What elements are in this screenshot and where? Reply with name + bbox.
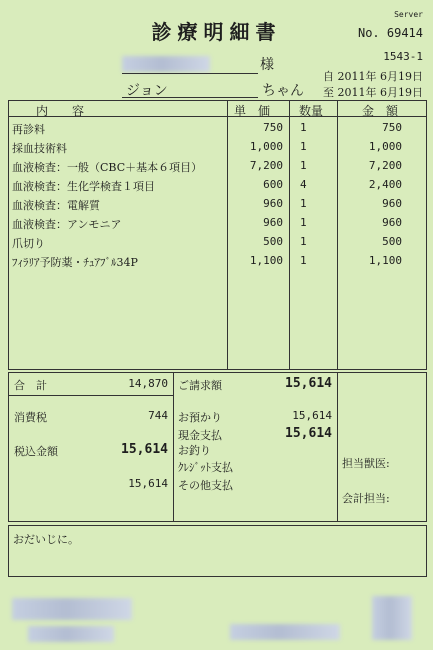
pet-name: ジョン (126, 83, 168, 99)
item-qty: 1 (300, 159, 307, 172)
pet-suffix: ちゃん (262, 83, 304, 99)
item-unit-price: 1,000 (249, 140, 283, 153)
item-unit-price: 600 (263, 178, 283, 191)
item-name: 血液検査：アンモニア (12, 218, 122, 231)
period-to: 至 2011年 6月19日 (323, 86, 423, 99)
other-label: その他支払 (178, 479, 233, 492)
redacted-clinic-mark (372, 596, 412, 640)
redacted-clinic-info (28, 626, 114, 642)
item-qty: 1 (300, 197, 307, 210)
pet-name-line (122, 97, 258, 98)
item-unit-price: 500 (263, 235, 283, 248)
item-name: 血液検査：電解質 (12, 199, 100, 212)
item-qty: 1 (300, 235, 307, 248)
item-qty: 1 (300, 254, 307, 267)
item-unit-price: 960 (263, 216, 283, 229)
redacted-clinic-address (230, 624, 340, 640)
tax-label: 消費税 (14, 411, 47, 424)
item-name: ﾌｨﾗﾘｱ予防薬・ﾁｭｱﾌﾞﾙ34P (12, 256, 138, 269)
item-amount: 500 (382, 235, 402, 248)
receipt-number: No. 69414 (357, 26, 423, 40)
tax-incl-value: 15,614 (121, 442, 168, 457)
item-amount: 1,100 (368, 254, 402, 267)
document-title: 診療明細書 (151, 20, 282, 44)
vet-label: 担当獣医: (342, 457, 390, 470)
col-header-unit-price: 単 価 (234, 104, 271, 118)
item-unit-price: 7,200 (249, 159, 283, 172)
deposit-label: お預かり (178, 411, 222, 424)
item-name: 再診料 (12, 123, 45, 136)
extra-amount: 15,614 (128, 477, 168, 490)
subtotal-label: 合 計 (14, 379, 47, 392)
tax-value: 744 (148, 409, 168, 422)
note-text: おだいじに。 (13, 533, 79, 546)
totals-underline (8, 395, 174, 396)
server-label: Server (394, 10, 423, 19)
item-name: 採血技術料 (12, 142, 67, 155)
item-amount: 7,200 (368, 159, 402, 172)
redacted-clinic-name (12, 598, 132, 620)
totals-divider-2 (337, 372, 338, 522)
item-amount: 750 (382, 121, 402, 134)
col-header-content: 内 容 (36, 104, 85, 118)
item-name: 爪切り (12, 237, 45, 250)
item-amount: 960 (382, 197, 402, 210)
col-header-qty: 数量 (299, 104, 324, 118)
tax-incl-label: 税込金額 (14, 445, 58, 458)
item-name: 血液検査：一般（CBC＋基本６項目） (12, 161, 203, 174)
item-unit-price: 750 (263, 121, 283, 134)
period-from: 自 2011年 6月19日 (323, 70, 423, 83)
item-qty: 1 (300, 216, 307, 229)
subtotal-value: 14,870 (128, 377, 168, 390)
billed-value: 15,614 (285, 376, 332, 391)
cash-label: 現金支払 (178, 429, 222, 442)
item-unit-price: 1,100 (249, 254, 283, 267)
accounting-label: 会計担当: (342, 492, 390, 505)
item-unit-price: 960 (263, 197, 283, 210)
item-qty: 4 (300, 178, 307, 191)
col-divider-2 (289, 100, 290, 370)
redacted-owner-name (122, 56, 210, 72)
col-header-amount: 金 額 (362, 104, 399, 118)
owner-name-line (122, 73, 258, 74)
item-qty: 1 (300, 140, 307, 153)
item-amount: 1,000 (368, 140, 402, 153)
cash-value: 15,614 (285, 426, 332, 441)
change-label: お釣り (178, 444, 211, 457)
item-amount: 2,400 (368, 178, 402, 191)
item-amount: 960 (382, 216, 402, 229)
item-name: 血液検査：生化学検査１項目 (12, 180, 155, 193)
deposit-value: 15,614 (292, 409, 332, 422)
honorific-sama: 様 (260, 57, 274, 73)
billed-label: ご請求額 (178, 379, 222, 392)
client-code: 1543-1 (383, 50, 423, 63)
item-qty: 1 (300, 121, 307, 134)
credit-label: ｸﾚｼﾞｯﾄ支払 (178, 461, 233, 474)
